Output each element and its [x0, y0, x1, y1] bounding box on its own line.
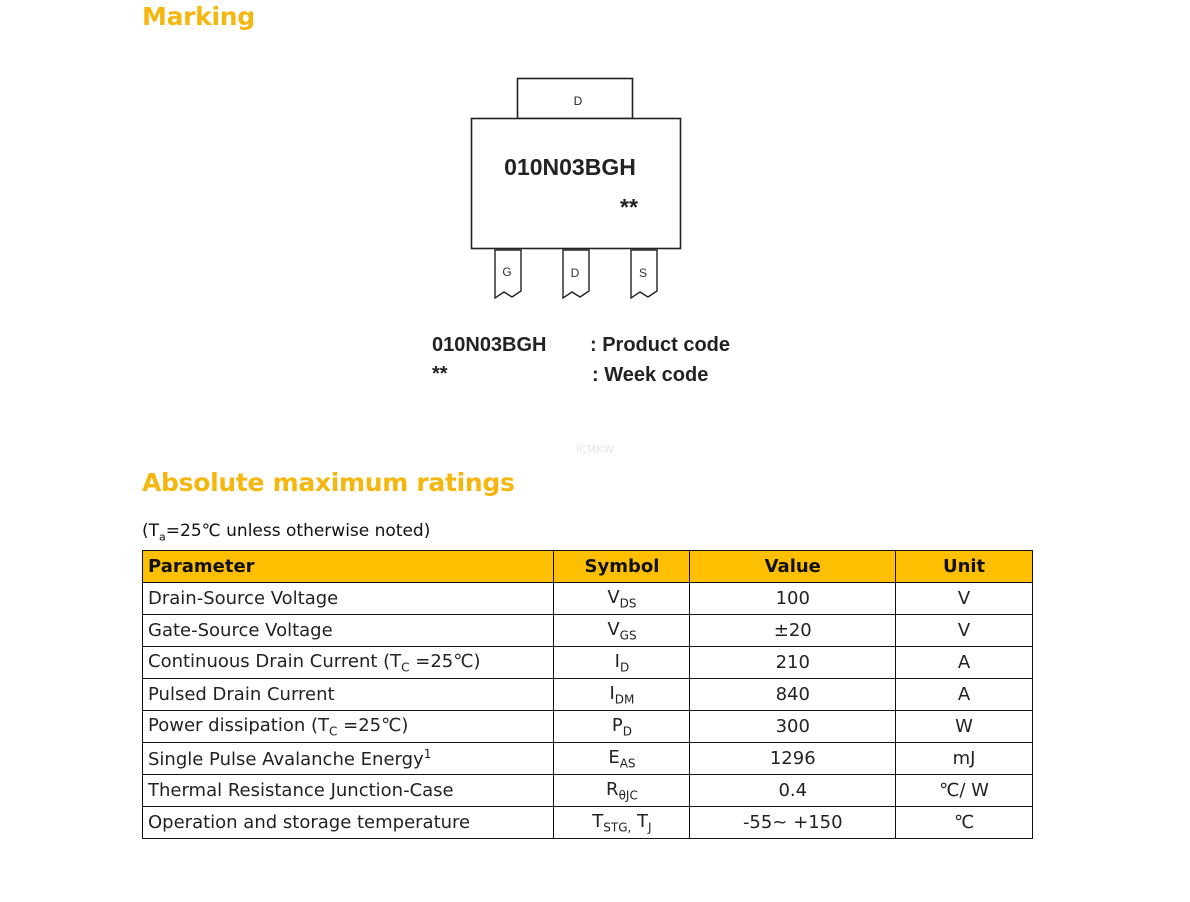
package-marking-diagram	[420, 70, 780, 400]
param-cell: Drain-Source Voltage	[143, 583, 554, 615]
header-unit: Unit	[896, 551, 1033, 583]
param-cell: Pulsed Drain Current	[143, 679, 554, 711]
param-cell: Gate-Source Voltage	[143, 615, 554, 647]
table-row	[143, 775, 1033, 807]
value-cell: -55~ +150	[690, 807, 896, 839]
legend-product-desc: : Product code	[590, 334, 731, 356]
table-row	[143, 743, 1033, 775]
param-cell: Continuous Drain Current ($T_C$ =25℃)	[143, 647, 554, 679]
table-row	[143, 807, 1033, 839]
value-cell: 300	[690, 711, 896, 743]
value-cell: 1296	[690, 743, 896, 775]
symbol-cell: $V_{GS}$	[554, 615, 690, 647]
symbol-cell: $V_{DS}$	[554, 583, 690, 615]
legend-week-mark: **	[432, 363, 448, 385]
value-cell: 210	[690, 647, 896, 679]
pin-d-label: D	[570, 266, 580, 280]
pin-g	[495, 250, 521, 298]
param-cell: Operation and storage temperature	[143, 807, 554, 839]
marking-title: Marking	[142, 2, 255, 31]
tab-label: D	[573, 94, 583, 108]
pin-s	[631, 250, 657, 298]
header-parameter: Parameter	[143, 551, 554, 583]
symbol-cell: $P_D$	[554, 711, 690, 743]
package-body	[472, 119, 681, 249]
ratings-table	[142, 550, 1033, 839]
unit-cell: ℃	[896, 807, 1033, 839]
body-product-code: 010N03BGH	[504, 154, 636, 180]
symbol-cell: $I_{DM}$	[554, 679, 690, 711]
value-cell: 0.4	[690, 775, 896, 807]
value-cell: 100	[690, 583, 896, 615]
pin-s-label: S	[638, 266, 648, 280]
ratings-title: Absolute maximum ratings	[142, 468, 515, 497]
value-cell: ±20	[690, 615, 896, 647]
symbol-cell: $I_D$	[554, 647, 690, 679]
unit-cell: V	[896, 583, 1033, 615]
unit-cell: W	[896, 711, 1033, 743]
header-symbol: Symbol	[554, 551, 690, 583]
pin-d	[563, 250, 589, 298]
table-row	[143, 679, 1033, 711]
watermark: ICMKW	[576, 443, 615, 456]
table-row	[143, 615, 1033, 647]
unit-cell: ℃/ W	[896, 775, 1033, 807]
value-cell: 840	[690, 679, 896, 711]
body-week-code: **	[620, 194, 638, 220]
param-cell: Thermal Resistance Junction-Case	[143, 775, 554, 807]
table-header-row	[143, 551, 1033, 583]
unit-cell: V	[896, 615, 1033, 647]
param-cell: Single Pulse Avalanche Energy$^1$	[143, 743, 554, 775]
ratings-note: ($T_a=25℃$ unless otherwise noted)	[142, 521, 431, 544]
unit-cell: mJ	[896, 743, 1033, 775]
table-row	[143, 647, 1033, 679]
unit-cell: A	[896, 647, 1033, 679]
symbol-cell: $T_{STG,}$ $T_J$	[554, 807, 690, 839]
param-cell: Power dissipation ($T_C$ =25℃)	[143, 711, 554, 743]
table-row	[143, 583, 1033, 615]
legend-week-desc: : Week code	[592, 364, 709, 386]
legend-product-mark: 010N03BGH	[432, 334, 547, 356]
unit-cell: A	[896, 679, 1033, 711]
symbol-cell: $R_{\theta JC}$	[554, 775, 690, 807]
pin-g-label: G	[502, 265, 512, 279]
header-value: Value	[690, 551, 896, 583]
symbol-cell: $E_{AS}$	[554, 743, 690, 775]
table-row	[143, 711, 1033, 743]
